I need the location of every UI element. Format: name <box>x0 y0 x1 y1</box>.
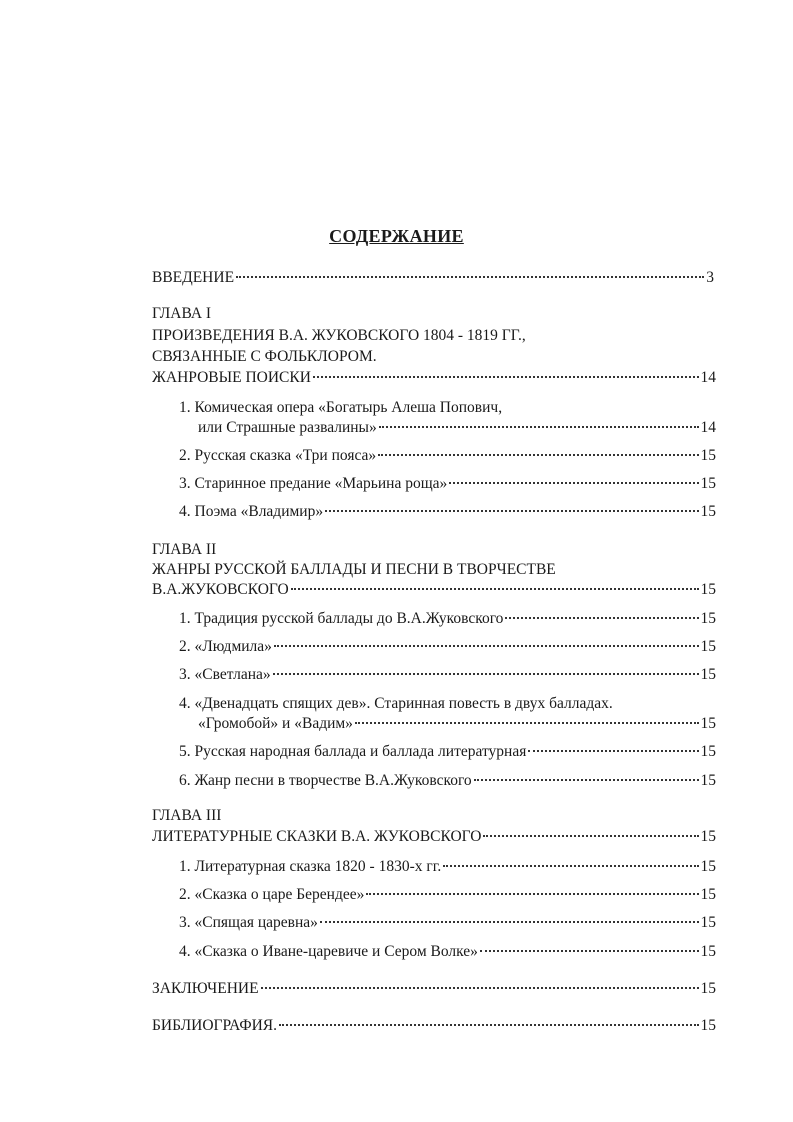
leader-dots <box>443 864 698 867</box>
toc-entry-label: 5. Русская народная баллада и баллада литературная <box>179 743 527 760</box>
chapter2-heading: ГЛАВА II <box>152 541 217 558</box>
toc-entry-label: 2. Русская сказка «Три пояса» <box>179 447 377 464</box>
leader-dots <box>379 425 699 428</box>
toc-entry-label: ЛИТЕРАТУРНЫЕ СКАЗКИ В.А. ЖУКОВСКОГО <box>152 828 482 845</box>
leader-dots <box>313 375 699 378</box>
toc-entry-chapter2-item1[interactable] <box>179 609 716 629</box>
toc-entry-label: БИБЛИОГРАФИЯ. <box>152 1017 277 1034</box>
toc-entry-chapter1-item3[interactable] <box>179 474 716 494</box>
toc-entry-chapter1-item4[interactable] <box>179 502 716 522</box>
chapter1-title-line2: СВЯЗАННЫЕ С ФОЛЬКЛОРОМ. <box>152 348 377 365</box>
chapter3-heading: ГЛАВА III <box>152 807 222 824</box>
toc-page-number: 15 <box>700 1017 716 1034</box>
leader-dots <box>261 986 699 989</box>
toc-entry-chapter2-item6[interactable] <box>179 771 716 791</box>
toc-page-number: 15 <box>700 638 716 655</box>
toc-title: СОДЕРЖАНИЕ <box>329 226 464 246</box>
toc-page-number: 15 <box>700 743 716 760</box>
toc-page-number: 15 <box>700 828 716 845</box>
toc-page-number: 15 <box>700 980 716 997</box>
toc-entry-label: 3. «Спящая царевна» <box>179 914 318 931</box>
toc-entry-chapter3-item1[interactable] <box>179 857 716 877</box>
toc-entry-chapter3-item4[interactable] <box>179 942 716 962</box>
chapter2-title-line1: ЖАНРЫ РУССКОЙ БАЛЛАДЫ И ПЕСНИ В ТВОРЧЕСТВЕ <box>152 561 556 578</box>
toc-page-number: 15 <box>700 715 716 732</box>
leader-dots <box>449 481 698 484</box>
leader-dots <box>483 834 698 837</box>
toc-page-number: 15 <box>700 610 716 627</box>
toc-page-number: 15 <box>700 475 716 492</box>
toc-entry-label: ЗАКЛЮЧЕНИЕ <box>152 980 259 997</box>
toc-entry-label: 2. «Людмила» <box>179 638 272 655</box>
toc-entry-chapter1-item1[interactable] <box>198 418 716 438</box>
toc-entry-chapter1[interactable] <box>152 368 716 388</box>
toc-page-number: 15 <box>700 772 716 789</box>
toc-entry-label: «Громобой» и «Вадим» <box>198 715 353 732</box>
chapter1-title-line1: ПРОИЗВЕДЕНИЯ В.А. ЖУКОВСКОГО 1804 - 1819 ГГ., <box>152 327 526 344</box>
toc-entry-chapter2-item2[interactable] <box>179 637 716 657</box>
toc-entry-label: ВВЕДЕНИЕ <box>152 269 235 286</box>
toc-page-number: 14 <box>700 369 716 386</box>
chapter1-heading: ГЛАВА I <box>152 305 212 322</box>
chapter1-item1-line1: 1. Комическая опера «Богатырь Алеша Попович, <box>179 399 503 416</box>
toc-page-number: 14 <box>700 419 716 436</box>
leader-dots <box>355 721 699 724</box>
toc-entry-label: 2. «Сказка о царе Берендее» <box>179 886 365 903</box>
toc-entry-label: 1. Традиция русской баллады до В.А.Жуковского <box>179 610 504 627</box>
toc-page-number: 15 <box>700 581 716 598</box>
toc-entry-chapter2-item3[interactable] <box>179 665 716 685</box>
toc-page-number: 15 <box>700 886 716 903</box>
toc-page-number: 15 <box>700 914 716 931</box>
toc-entry-conclusion[interactable] <box>152 979 716 999</box>
toc-page-number: 15 <box>700 447 716 464</box>
toc-entry-label: ЖАНРОВЫЕ ПОИСКИ <box>152 369 311 386</box>
leader-dots <box>505 616 698 619</box>
leader-dots <box>325 509 698 512</box>
leader-dots <box>291 587 699 590</box>
leader-dots <box>480 949 699 952</box>
leader-dots <box>378 453 698 456</box>
chapter2-item4-line1: 4. «Двенадцать спящих дев». Старинная повесть в двух балладах. <box>179 695 613 712</box>
leader-dots <box>320 920 699 923</box>
toc-entry-intro[interactable] <box>152 268 714 288</box>
toc-entry-chapter2-item4[interactable] <box>198 714 716 734</box>
toc-entry-chapter3-item3[interactable] <box>179 913 716 933</box>
toc-page-number: 15 <box>700 858 716 875</box>
toc-page-number: 15 <box>700 666 716 683</box>
toc-entry-label: или Страшные развалины» <box>198 419 377 436</box>
toc-entry-bibliography[interactable] <box>152 1016 716 1036</box>
toc-page-number: 3 <box>706 269 714 286</box>
toc-entry-label: 4. Поэма «Владимир» <box>179 503 324 520</box>
toc-page-number: 15 <box>700 503 716 520</box>
toc-entry-chapter2[interactable] <box>152 580 716 600</box>
toc-entry-chapter2-item5[interactable] <box>179 742 716 762</box>
leader-dots <box>236 275 704 278</box>
leader-dots <box>366 892 698 895</box>
leader-dots <box>273 672 699 675</box>
toc-page-number: 15 <box>700 943 716 960</box>
leader-dots <box>528 749 698 752</box>
toc-entry-chapter3[interactable] <box>152 827 716 847</box>
toc-entry-chapter1-item2[interactable] <box>179 446 716 466</box>
toc-entry-label: В.А.ЖУКОВСКОГО <box>152 581 289 598</box>
leader-dots <box>279 1023 699 1026</box>
leader-dots <box>274 644 699 647</box>
toc-entry-label: 3. Старинное предание «Марьина роща» <box>179 475 448 492</box>
leader-dots <box>474 778 699 781</box>
toc-entry-label: 6. Жанр песни в творчестве В.А.Жуковского <box>179 772 472 789</box>
toc-entry-label: 3. «Светлана» <box>179 666 271 683</box>
toc-entry-chapter3-item2[interactable] <box>179 885 716 905</box>
toc-entry-label: 4. «Сказка о Иване-царевиче и Сером Волке» <box>179 943 478 960</box>
toc-entry-label: 1. Литературная сказка 1820 - 1830-х гг. <box>179 858 442 875</box>
